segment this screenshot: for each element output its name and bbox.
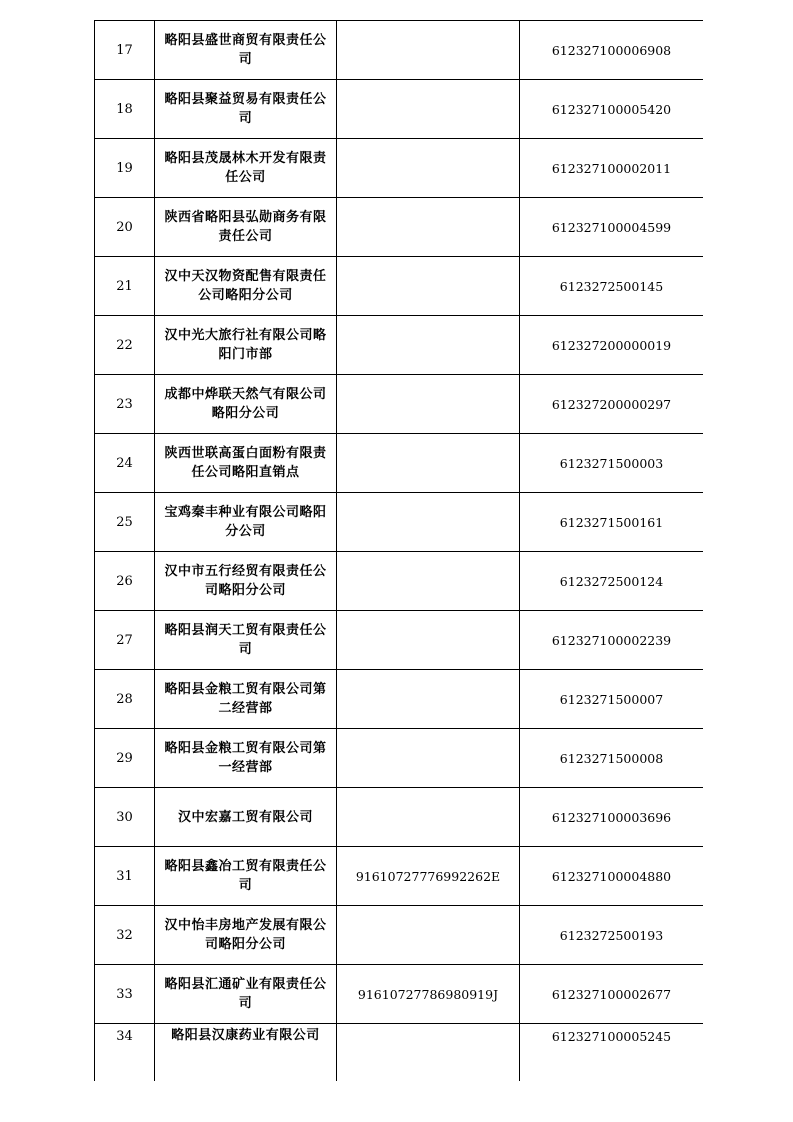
registration-number: 6123272500124 <box>520 552 704 611</box>
row-number: 25 <box>95 493 155 552</box>
table-row <box>95 257 704 316</box>
row-number: 23 <box>95 375 155 434</box>
row-number: 34 <box>95 1024 155 1082</box>
credit-code <box>337 80 520 139</box>
row-number: 30 <box>95 788 155 847</box>
registration-number: 612327100002239 <box>520 611 704 670</box>
credit-code <box>337 670 520 729</box>
registration-number: 612327200000019 <box>520 316 704 375</box>
registration-number: 612327100003696 <box>520 788 704 847</box>
table-row <box>95 965 704 1024</box>
row-number: 18 <box>95 80 155 139</box>
table-row <box>95 375 704 434</box>
row-number: 22 <box>95 316 155 375</box>
credit-code <box>337 729 520 788</box>
company-name: 略阳县金粮工贸有限公司第二经营部 <box>155 670 337 729</box>
company-name: 宝鸡秦丰种业有限公司略阳分公司 <box>155 493 337 552</box>
company-name: 略阳县聚益贸易有限责任公司 <box>155 80 337 139</box>
company-name: 汉中宏嘉工贸有限公司 <box>155 788 337 847</box>
company-name: 汉中天汉物资配售有限责任公司略阳分公司 <box>155 257 337 316</box>
company-name: 成都中烨联天然气有限公司略阳分公司 <box>155 375 337 434</box>
registration-number: 6123271500161 <box>520 493 704 552</box>
credit-code <box>337 611 520 670</box>
credit-code: 91610727776992262E <box>337 847 520 906</box>
credit-code <box>337 139 520 198</box>
table-row <box>95 80 704 139</box>
registration-number: 612327100002011 <box>520 139 704 198</box>
credit-code <box>337 375 520 434</box>
row-number: 27 <box>95 611 155 670</box>
table-row <box>95 906 704 965</box>
company-name: 陕西省略阳县弘勋商务有限责任公司 <box>155 198 337 257</box>
row-number: 21 <box>95 257 155 316</box>
table-row <box>95 198 704 257</box>
table-row <box>95 552 704 611</box>
company-table <box>94 20 703 1081</box>
table-row <box>95 493 704 552</box>
row-number: 24 <box>95 434 155 493</box>
company-name: 略阳县金粮工贸有限公司第一经营部 <box>155 729 337 788</box>
row-number: 20 <box>95 198 155 257</box>
credit-code <box>337 788 520 847</box>
company-name: 汉中市五行经贸有限责任公司略阳分公司 <box>155 552 337 611</box>
table-row <box>95 21 704 80</box>
registration-number: 6123271500008 <box>520 729 704 788</box>
company-name: 略阳县茂晟林木开发有限责任公司 <box>155 139 337 198</box>
company-name: 略阳县汉康药业有限公司 <box>155 1024 337 1082</box>
credit-code: 91610727786980919J <box>337 965 520 1024</box>
row-number: 26 <box>95 552 155 611</box>
registration-number: 612327100004880 <box>520 847 704 906</box>
credit-code <box>337 1024 520 1082</box>
credit-code <box>337 906 520 965</box>
credit-code <box>337 493 520 552</box>
registration-number: 6123271500003 <box>520 434 704 493</box>
company-name: 略阳县鑫冶工贸有限责任公司 <box>155 847 337 906</box>
registration-number: 612327100005245 <box>520 1024 704 1082</box>
row-number: 33 <box>95 965 155 1024</box>
company-table-sheet <box>94 20 703 1081</box>
table-row <box>95 434 704 493</box>
credit-code <box>337 21 520 80</box>
row-number: 29 <box>95 729 155 788</box>
table-row <box>95 611 704 670</box>
registration-number: 6123272500193 <box>520 906 704 965</box>
credit-code <box>337 257 520 316</box>
table-row <box>95 139 704 198</box>
credit-code <box>337 552 520 611</box>
registration-number: 612327100006908 <box>520 21 704 80</box>
company-name: 略阳县润天工贸有限责任公司 <box>155 611 337 670</box>
table-row <box>95 788 704 847</box>
registration-number: 612327100002677 <box>520 965 704 1024</box>
credit-code <box>337 316 520 375</box>
credit-code <box>337 198 520 257</box>
table-row <box>95 1024 704 1082</box>
registration-number: 6123272500145 <box>520 257 704 316</box>
registration-number: 612327200000297 <box>520 375 704 434</box>
row-number: 17 <box>95 21 155 80</box>
table-row <box>95 729 704 788</box>
table-row <box>95 847 704 906</box>
row-number: 28 <box>95 670 155 729</box>
registration-number: 6123271500007 <box>520 670 704 729</box>
row-number: 31 <box>95 847 155 906</box>
company-name: 略阳县汇通矿业有限责任公司 <box>155 965 337 1024</box>
company-name: 汉中怡丰房地产发展有限公司略阳分公司 <box>155 906 337 965</box>
company-name: 陕西世联高蛋白面粉有限责任公司略阳直销点 <box>155 434 337 493</box>
company-name: 略阳县盛世商贸有限责任公司 <box>155 21 337 80</box>
row-number: 19 <box>95 139 155 198</box>
registration-number: 612327100004599 <box>520 198 704 257</box>
registration-number: 612327100005420 <box>520 80 704 139</box>
company-name: 汉中光大旅行社有限公司略阳门市部 <box>155 316 337 375</box>
credit-code <box>337 434 520 493</box>
table-row <box>95 670 704 729</box>
row-number: 32 <box>95 906 155 965</box>
table-row <box>95 316 704 375</box>
